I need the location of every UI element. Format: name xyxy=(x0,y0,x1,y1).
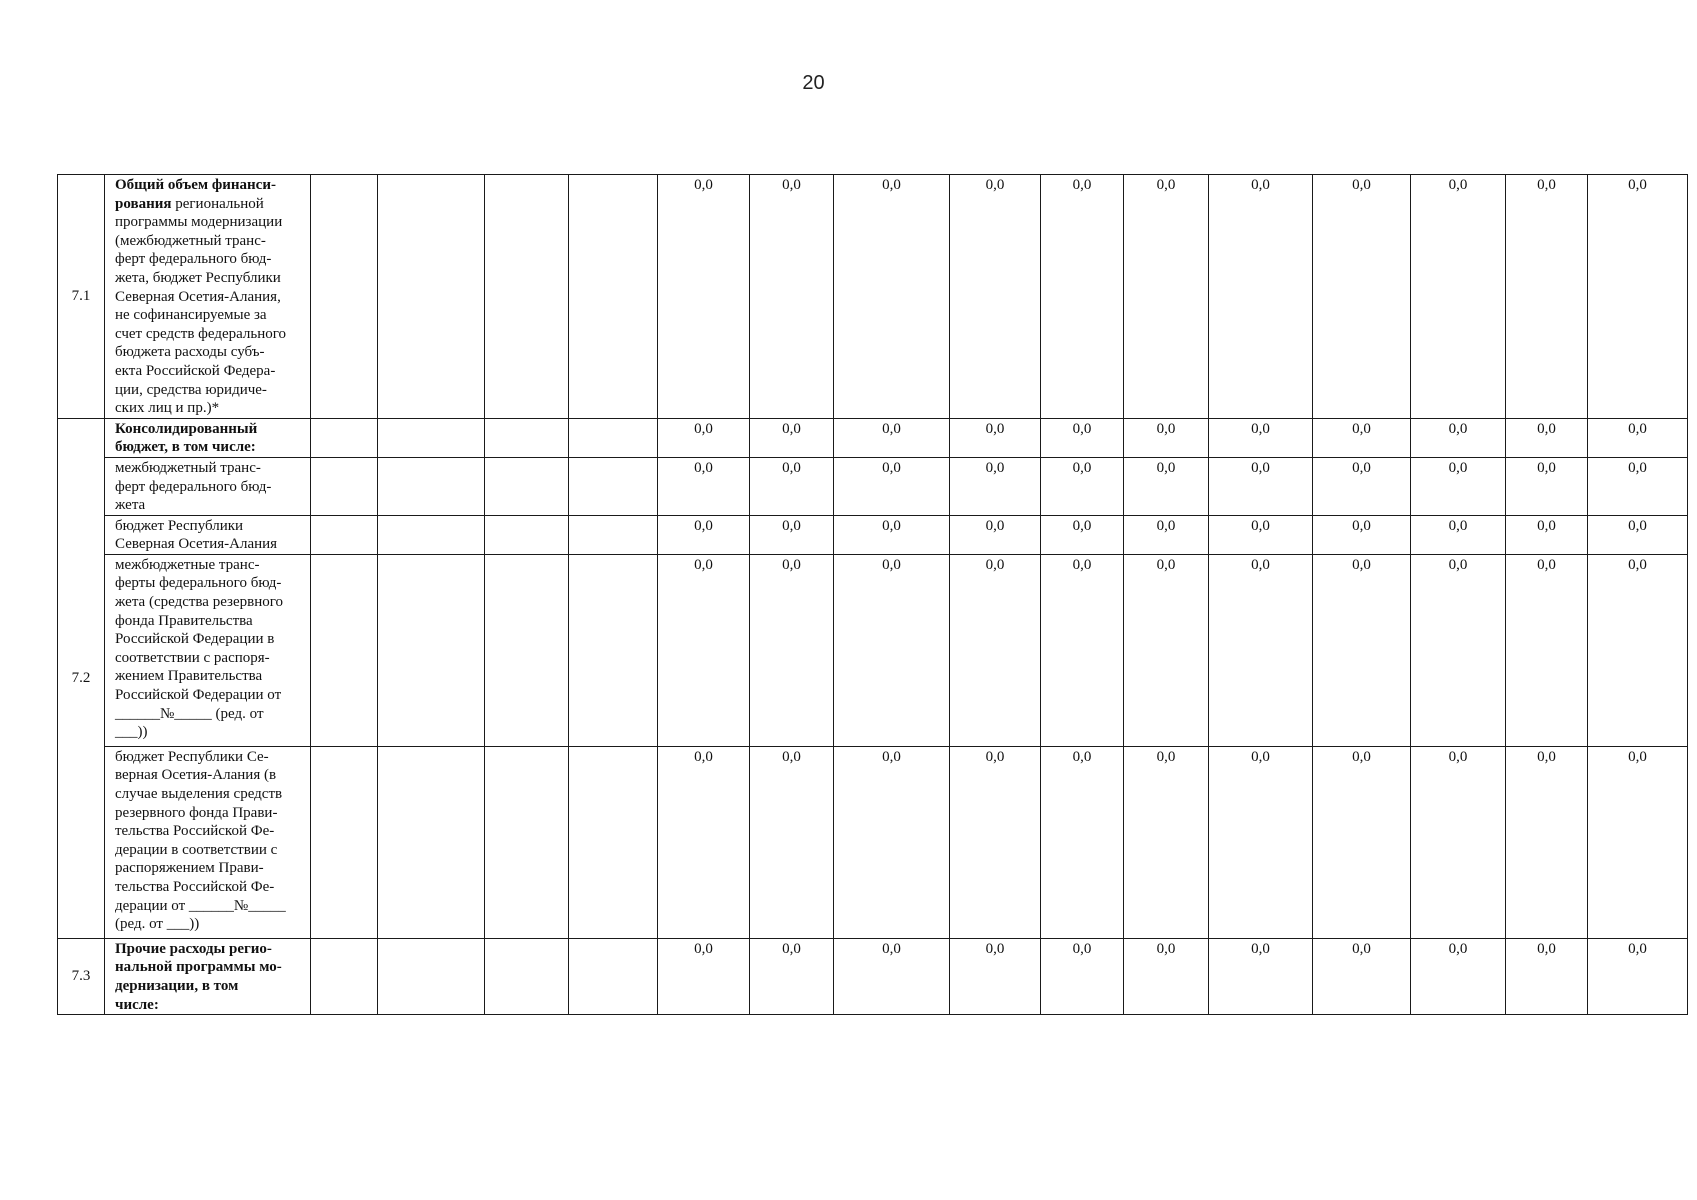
row-name-text: ских лиц и пр.)* xyxy=(115,400,220,417)
row-name-text: ции, средства юридиче- xyxy=(115,381,267,398)
empty-cell xyxy=(378,746,485,938)
row-name-text: ______№_____ (ред. от xyxy=(115,705,264,722)
empty-cell xyxy=(311,938,378,1014)
value-cell: 0,0 xyxy=(1588,554,1688,746)
value-cell: 0,0 xyxy=(1588,418,1688,457)
value-cell: 0,0 xyxy=(1588,457,1688,515)
value-cell: 0,0 xyxy=(1411,175,1506,419)
value-cell: 0,0 xyxy=(1124,515,1209,554)
row-name-line xyxy=(115,195,302,214)
empty-cell xyxy=(485,418,569,457)
value-cell: 0,0 xyxy=(1411,938,1506,1014)
value-cell: 0,0 xyxy=(950,457,1041,515)
value-cell: 0,0 xyxy=(750,746,834,938)
value-cell: 0,0 xyxy=(1209,515,1313,554)
empty-cell xyxy=(569,938,658,1014)
empty-cell xyxy=(378,418,485,457)
value-cell: 0,0 xyxy=(1411,418,1506,457)
row-name-text: соответствии с распоря- xyxy=(115,649,270,666)
row-name-text: резервного фонда Прави- xyxy=(115,804,278,821)
row-name-text: Северная Осетия-Алания, xyxy=(115,288,281,305)
row-name-text: (ред. от ___)) xyxy=(115,916,200,933)
row-name-text: ферты федерального бюд- xyxy=(115,575,282,592)
value-cell: 0,0 xyxy=(1041,175,1124,419)
row-name-line xyxy=(115,859,302,878)
row-name-bold-text: дернизации, в том xyxy=(115,978,239,995)
value-cell: 0,0 xyxy=(1124,457,1209,515)
row-name-line xyxy=(115,686,302,705)
row-name-text: (межбюджетный транс- xyxy=(115,232,266,249)
financing-table xyxy=(57,174,1688,1015)
row-name-line xyxy=(115,496,302,515)
value-cell: 0,0 xyxy=(834,418,950,457)
row-name-line xyxy=(115,804,302,823)
value-cell: 0,0 xyxy=(950,418,1041,457)
row-name-line xyxy=(115,940,302,959)
row-name-text: программы модернизации xyxy=(115,214,283,231)
empty-cell xyxy=(311,554,378,746)
empty-cell xyxy=(311,457,378,515)
empty-cell xyxy=(485,515,569,554)
value-cell: 0,0 xyxy=(1506,515,1588,554)
row-name-line xyxy=(115,176,302,195)
value-cell: 0,0 xyxy=(1506,938,1588,1014)
value-cell: 0,0 xyxy=(950,515,1041,554)
row-name-line xyxy=(115,399,302,418)
value-cell: 0,0 xyxy=(1041,457,1124,515)
value-cell: 0,0 xyxy=(950,175,1041,419)
row-name-line xyxy=(115,630,302,649)
table-row xyxy=(58,746,1688,938)
row-name-line xyxy=(115,822,302,841)
row-name-text: ферт федерального бюд- xyxy=(115,478,272,495)
row-name xyxy=(105,175,311,419)
row-name-line xyxy=(115,381,302,400)
row-name-text: тельства Российской Фе- xyxy=(115,879,275,896)
row-name-text: дерации от ______№_____ xyxy=(115,897,286,914)
row-number: 7.3 xyxy=(58,938,105,1014)
value-cell: 0,0 xyxy=(1411,554,1506,746)
row-name-text: жета, бюджет Республики xyxy=(115,269,281,286)
row-name-text: Российской Федерации от xyxy=(115,687,282,704)
empty-cell xyxy=(569,457,658,515)
value-cell: 0,0 xyxy=(1588,938,1688,1014)
row-name-text: верная Осетия-Алания (в xyxy=(115,767,277,784)
empty-cell xyxy=(311,418,378,457)
row-name-line xyxy=(115,897,302,916)
row-name-text: Российской Федерации в xyxy=(115,631,275,648)
row-name-line xyxy=(115,593,302,612)
row-name-text: межбюджетные транс- xyxy=(115,556,260,573)
row-name-text: не софинансируемые за xyxy=(115,307,267,324)
row-name-text: дерации в соответствии с xyxy=(115,841,278,858)
value-cell: 0,0 xyxy=(1313,746,1411,938)
row-name-bold-text: Консолидированный xyxy=(115,420,258,437)
value-cell: 0,0 xyxy=(1411,746,1506,938)
value-cell: 0,0 xyxy=(750,175,834,419)
empty-cell xyxy=(311,175,378,419)
row-name xyxy=(105,418,311,457)
table-row xyxy=(58,938,1688,1014)
row-name xyxy=(105,746,311,938)
row-name-line xyxy=(115,288,302,307)
row-name-line xyxy=(115,535,302,554)
value-cell: 0,0 xyxy=(834,746,950,938)
value-cell: 0,0 xyxy=(750,515,834,554)
row-name-line xyxy=(115,232,302,251)
value-cell: 0,0 xyxy=(1209,746,1313,938)
row-name-line xyxy=(115,269,302,288)
value-cell: 0,0 xyxy=(1313,515,1411,554)
row-name-line xyxy=(115,612,302,631)
value-cell: 0,0 xyxy=(658,418,750,457)
value-cell: 0,0 xyxy=(1313,938,1411,1014)
value-cell: 0,0 xyxy=(1209,175,1313,419)
row-name-line xyxy=(115,766,302,785)
value-cell: 0,0 xyxy=(950,554,1041,746)
row-name-line xyxy=(115,343,302,362)
table-row xyxy=(58,554,1688,746)
row-name-line xyxy=(115,420,302,439)
value-cell: 0,0 xyxy=(1124,938,1209,1014)
empty-cell xyxy=(378,515,485,554)
row-name-text: жета (средства резервного xyxy=(115,594,284,611)
row-name-bold-text: Общий объем финанси- xyxy=(115,177,276,193)
value-cell: 0,0 xyxy=(1506,746,1588,938)
row-name xyxy=(105,938,311,1014)
value-cell: 0,0 xyxy=(1209,418,1313,457)
value-cell: 0,0 xyxy=(750,457,834,515)
row-name-line xyxy=(115,213,302,232)
value-cell: 0,0 xyxy=(1588,746,1688,938)
row-name-text: жета xyxy=(115,497,146,514)
value-cell: 0,0 xyxy=(1313,175,1411,419)
value-cell: 0,0 xyxy=(1209,938,1313,1014)
row-name-line xyxy=(115,649,302,668)
row-name-text: Северная Осетия-Алания xyxy=(115,536,278,553)
row-name-text: межбюджетный транс- xyxy=(115,459,261,476)
value-cell: 0,0 xyxy=(1411,515,1506,554)
empty-cell xyxy=(378,938,485,1014)
row-number: 7.1 xyxy=(58,175,105,419)
row-name-bold-text: числе: xyxy=(115,996,159,1013)
value-cell: 0,0 xyxy=(1041,938,1124,1014)
row-name-text: счет средств федерального xyxy=(115,325,287,342)
value-cell: 0,0 xyxy=(1506,418,1588,457)
value-cell: 0,0 xyxy=(1506,457,1588,515)
value-cell: 0,0 xyxy=(1506,554,1588,746)
empty-cell xyxy=(569,746,658,938)
row-name-line xyxy=(115,996,302,1015)
table-row xyxy=(58,515,1688,554)
row-name-line xyxy=(115,705,302,724)
value-cell: 0,0 xyxy=(1209,457,1313,515)
row-name-text: бюджет Республики Се- xyxy=(115,748,269,765)
table-row xyxy=(58,418,1688,457)
row-name-text: тельства Российской Фе- xyxy=(115,823,275,840)
value-cell: 0,0 xyxy=(950,938,1041,1014)
value-cell: 0,0 xyxy=(1041,746,1124,938)
value-cell: 0,0 xyxy=(1411,457,1506,515)
row-name-line xyxy=(115,306,302,325)
value-cell: 0,0 xyxy=(1124,175,1209,419)
row-name-bold-text: бюджет, в том числе: xyxy=(115,439,256,456)
row-name-text: фонда Правительства xyxy=(115,612,253,629)
value-cell: 0,0 xyxy=(1313,554,1411,746)
value-cell: 0,0 xyxy=(1124,418,1209,457)
value-cell: 0,0 xyxy=(750,418,834,457)
value-cell: 0,0 xyxy=(658,175,750,419)
value-cell: 0,0 xyxy=(834,554,950,746)
row-name-line xyxy=(115,574,302,593)
value-cell: 0,0 xyxy=(1313,457,1411,515)
row-name-line xyxy=(115,841,302,860)
row-name-line xyxy=(115,556,302,575)
row-name-line xyxy=(115,362,302,381)
row-name-text: региональной xyxy=(171,195,264,212)
row-name-bold-text: нальной программы мо- xyxy=(115,959,282,976)
row-name-line xyxy=(115,748,302,767)
row-name-line xyxy=(115,785,302,804)
value-cell: 0,0 xyxy=(658,515,750,554)
value-cell: 0,0 xyxy=(1124,554,1209,746)
row-number: 7.2 xyxy=(58,418,105,938)
value-cell: 0,0 xyxy=(750,554,834,746)
empty-cell xyxy=(311,746,378,938)
empty-cell xyxy=(378,175,485,419)
value-cell: 0,0 xyxy=(658,457,750,515)
value-cell: 0,0 xyxy=(1313,418,1411,457)
row-name-line xyxy=(115,325,302,344)
empty-cell xyxy=(569,175,658,419)
row-name-line xyxy=(115,723,302,742)
value-cell: 0,0 xyxy=(950,746,1041,938)
value-cell: 0,0 xyxy=(834,515,950,554)
row-name-line xyxy=(115,667,302,686)
empty-cell xyxy=(485,175,569,419)
value-cell: 0,0 xyxy=(750,938,834,1014)
value-cell: 0,0 xyxy=(1041,418,1124,457)
empty-cell xyxy=(485,746,569,938)
row-name-text: случае выделения средств xyxy=(115,786,283,803)
row-name-text: екта Российской Федера- xyxy=(115,362,276,379)
row-name-text: ___)) xyxy=(115,724,148,741)
value-cell: 0,0 xyxy=(834,175,950,419)
row-name-bold-text: рования xyxy=(115,195,172,212)
value-cell: 0,0 xyxy=(1041,554,1124,746)
value-cell: 0,0 xyxy=(1209,554,1313,746)
empty-cell xyxy=(569,418,658,457)
row-name xyxy=(105,457,311,515)
empty-cell xyxy=(569,515,658,554)
value-cell: 0,0 xyxy=(658,746,750,938)
empty-cell xyxy=(569,554,658,746)
empty-cell xyxy=(378,457,485,515)
row-name-line xyxy=(115,459,302,478)
row-name-line xyxy=(115,250,302,269)
page-number: 20 xyxy=(802,72,825,94)
value-cell: 0,0 xyxy=(658,554,750,746)
value-cell: 0,0 xyxy=(1588,515,1688,554)
row-name-text: распоряжением Прави- xyxy=(115,860,264,877)
row-name-line xyxy=(115,958,302,977)
table-row xyxy=(58,457,1688,515)
row-name xyxy=(105,554,311,746)
value-cell: 0,0 xyxy=(834,938,950,1014)
row-name-line xyxy=(115,977,302,996)
value-cell: 0,0 xyxy=(658,938,750,1014)
empty-cell xyxy=(485,457,569,515)
row-name-line xyxy=(115,438,302,457)
value-cell: 0,0 xyxy=(1506,175,1588,419)
value-cell: 0,0 xyxy=(1588,175,1688,419)
value-cell: 0,0 xyxy=(1124,746,1209,938)
row-name-line xyxy=(115,478,302,497)
table-row xyxy=(58,175,1688,419)
empty-cell xyxy=(485,938,569,1014)
row-name-text: жением Правительства xyxy=(115,668,263,685)
row-name-text: бюджета расходы субъ- xyxy=(115,344,265,361)
row-name-bold-text: Прочие расходы регио- xyxy=(115,940,272,957)
row-name-text: ферт федерального бюд- xyxy=(115,251,272,268)
row-name-text: бюджет Республики xyxy=(115,517,244,534)
empty-cell xyxy=(485,554,569,746)
row-name-line xyxy=(115,517,302,536)
row-name-line xyxy=(115,915,302,934)
value-cell: 0,0 xyxy=(1041,515,1124,554)
empty-cell xyxy=(311,515,378,554)
empty-cell xyxy=(378,554,485,746)
row-name xyxy=(105,515,311,554)
row-name-line xyxy=(115,878,302,897)
value-cell: 0,0 xyxy=(834,457,950,515)
